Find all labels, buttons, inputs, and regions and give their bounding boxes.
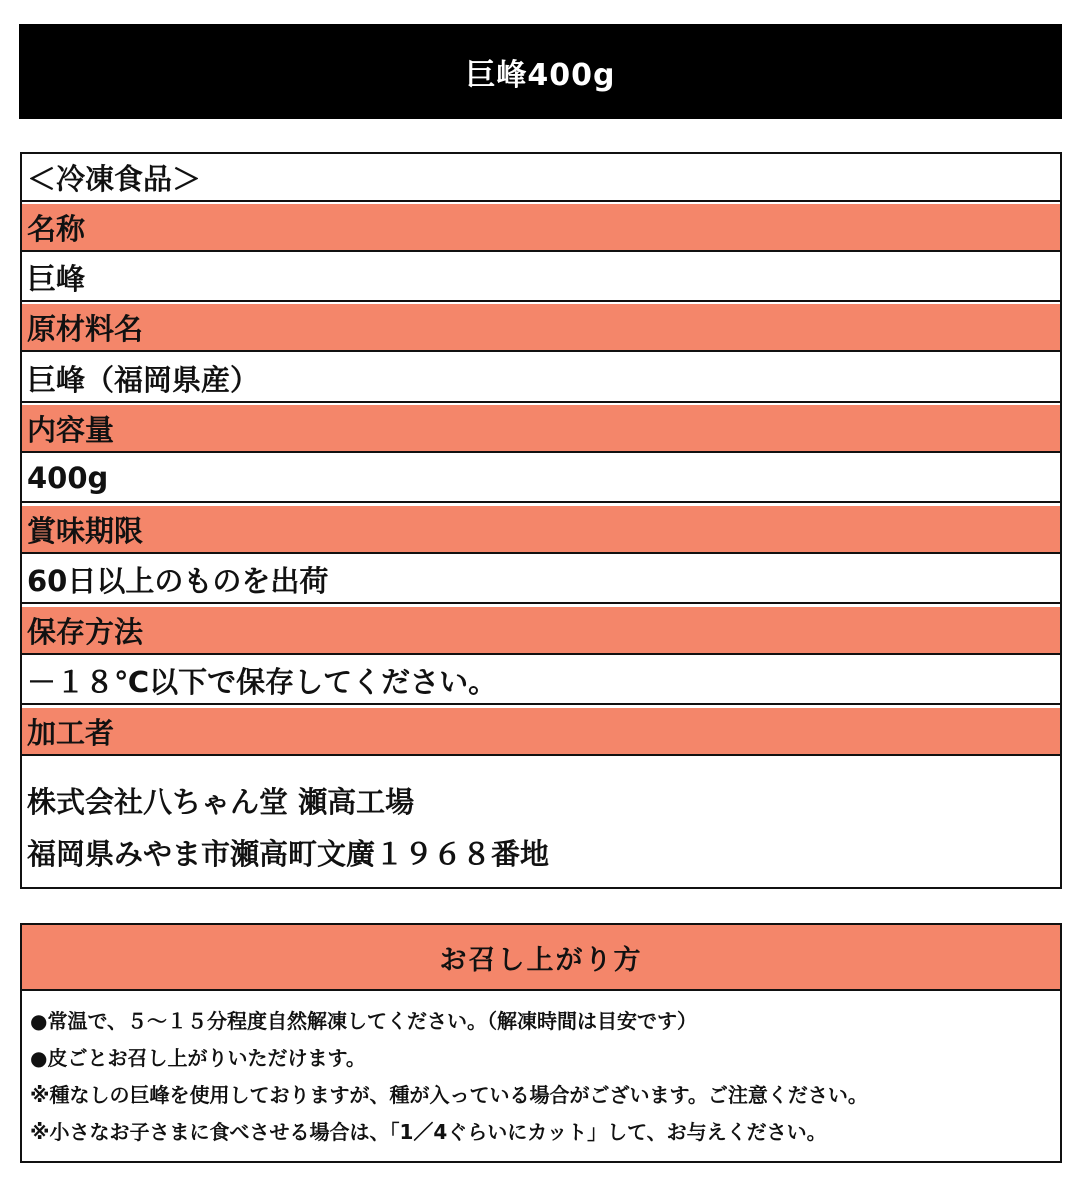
value-ingredients: 巨峰（福岡県産） <box>22 355 1060 403</box>
list-item: ※小さなお子さまに食べさせる場合は、「1／4ぐらいにカット」して、お与えください。 <box>30 1120 827 1144</box>
heading-product-name: 名称 <box>22 204 1060 252</box>
value-net-weight: 400g <box>22 455 1060 503</box>
heading-best-before: 賞味期限 <box>22 506 1060 554</box>
list-item: ※種なしの巨峰を使用しておりますが、種が入っている場合がございます。ご注意ください。 <box>30 1083 868 1107</box>
processor-name: 株式会社八ちゃん堂 瀬高工場 <box>27 785 415 819</box>
heading-processor: 加工者 <box>22 708 1060 756</box>
how-to-eat-box <box>20 923 1062 1163</box>
page-title: 巨峰400g <box>19 24 1062 119</box>
how-to-eat-list <box>30 1003 1054 1151</box>
processor-info <box>22 758 1060 887</box>
heading-ingredients: 原材料名 <box>22 304 1060 352</box>
frozen-food-category: ＜冷凍食品＞ <box>22 154 1060 202</box>
heading-net-weight: 内容量 <box>22 405 1060 453</box>
list-item: ●常温で、５～１５分程度自然解凍してください。（解凍時間は目安です） <box>30 1009 698 1033</box>
processor-address: 福岡県みやま市瀬高町文廣１９６８番地 <box>27 837 550 871</box>
value-best-before: 60日以上のものを出荷 <box>22 556 1060 604</box>
value-product-name: 巨峰 <box>22 254 1060 302</box>
value-storage: －１８℃以下で保存してください。 <box>22 657 1060 705</box>
list-item: ●皮ごとお召し上がりいただけます。 <box>30 1046 366 1070</box>
heading-storage: 保存方法 <box>22 607 1060 655</box>
how-to-eat-title: お召し上がり方 <box>22 925 1060 991</box>
product-label-table <box>20 152 1062 889</box>
